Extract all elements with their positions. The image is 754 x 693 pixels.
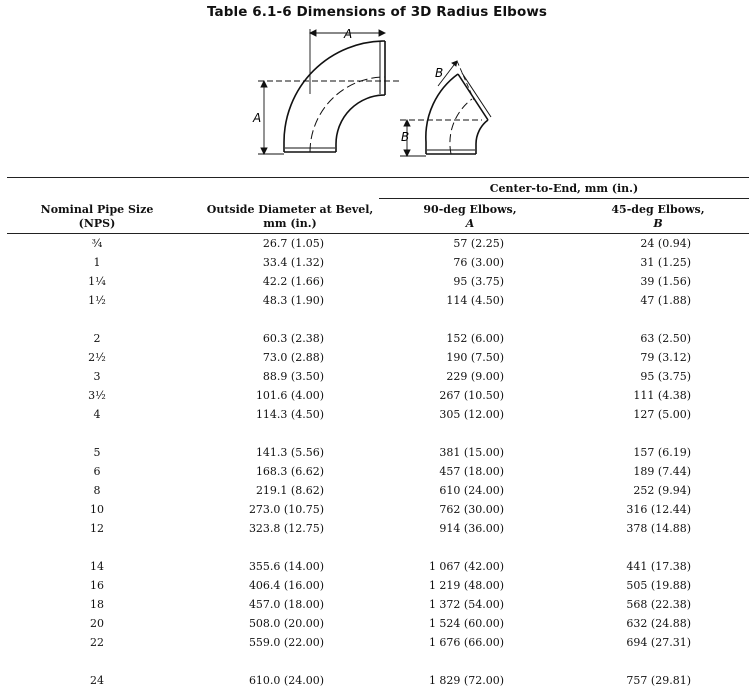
cell-45: 111 (4.38) [633,389,691,402]
table-top-rule [7,177,749,178]
header-nps-line2: (NPS) [78,217,116,230]
cell-od: 42.2 (1.66) [262,275,324,288]
header-nps-line1: Nominal Pipe Size [40,203,154,216]
cell-90: 1 676 (66.00) [428,636,504,649]
cell-nps: 1 [93,256,101,269]
header-90-line2: A [465,217,475,230]
cell-90: 381 (15.00) [439,446,504,459]
table-row [0,595,754,614]
cell-45: 252 (9.94) [633,484,691,497]
header-od-line2: mm (in.) [263,217,317,230]
table-row [0,367,754,386]
header-90-deg [385,203,555,231]
cell-od: 73.0 (2.88) [262,351,324,364]
dimension-a-lines [258,29,400,154]
cell-od: 114.3 (4.50) [255,408,324,421]
cell-45: 505 (19.88) [626,579,691,592]
cell-nps: 14 [90,560,104,573]
table-row [0,272,754,291]
cell-nps: 3¹⁄₂ [88,389,106,402]
cell-nps: 16 [90,579,104,592]
cell-90: 762 (30.00) [439,503,504,516]
cell-nps: 18 [90,598,104,611]
elbow-90-drawing [284,41,385,152]
cell-od: 508.0 (20.00) [248,617,324,630]
cell-od: 60.3 (2.38) [262,332,324,345]
cell-90: 305 (12.00) [439,408,504,421]
cell-90: 229 (9.00) [446,370,504,383]
cell-od: 559.0 (22.00) [248,636,324,649]
cell-45: 95 (3.75) [640,370,691,383]
cell-45: 378 (14.88) [626,522,691,535]
table-title: Table 6.1-6 Dimensions of 3D Radius Elbows [206,4,548,20]
cell-90: 152 (6.00) [446,332,504,345]
cell-45: 31 (1.25) [640,256,691,269]
dimension-b-side-label: B [401,130,410,144]
cell-nps: 2 [93,332,101,345]
cell-45: 568 (22.38) [626,598,691,611]
cell-od: 219.1 (8.62) [255,484,324,497]
table-row [0,386,754,405]
cell-nps: 10 [90,503,104,516]
cell-od: 48.3 (1.90) [262,294,324,307]
elbow-45-drawing [426,73,491,154]
cell-od: 406.4 (16.00) [248,579,324,592]
cell-nps: ³⁄₄ [91,237,103,250]
cell-od: 323.8 (12.75) [248,522,324,535]
cell-90: 76 (3.00) [453,256,504,269]
cell-nps: 1¹⁄₄ [88,275,106,288]
dimension-a-top-label: A [344,27,353,41]
cell-od: 457.0 (18.00) [248,598,324,611]
cell-45: 189 (7.44) [633,465,691,478]
table-row [0,633,754,652]
cell-od: 141.3 (5.56) [255,446,324,459]
cell-nps: 6 [93,465,101,478]
cell-90: 1 524 (60.00) [428,617,504,630]
table-row [0,462,754,481]
table-row [0,291,754,310]
cell-45: 63 (2.50) [640,332,691,345]
table-row [0,348,754,367]
cell-90: 610 (24.00) [439,484,504,497]
cell-90: 1 372 (54.00) [428,598,504,611]
table-row [0,443,754,462]
header-od-line1: Outside Diameter at Bevel, [206,203,374,216]
cell-nps: 4 [93,408,101,421]
cell-45: 157 (6.19) [633,446,691,459]
cell-90: 914 (36.00) [439,522,504,535]
table-row [0,671,754,690]
cell-45: 694 (27.31) [626,636,691,649]
cell-45: 24 (0.94) [640,237,691,250]
header-90-line1: 90-deg Elbows, [423,203,517,216]
elbow-diagram [250,24,510,164]
cell-od: 101.6 (4.00) [255,389,324,402]
cell-od: 610.0 (24.00) [248,674,324,687]
cell-45: 127 (5.00) [633,408,691,421]
header-45-line2: B [653,217,663,230]
cell-od: 273.0 (10.75) [248,503,324,516]
cell-45: 47 (1.88) [640,294,691,307]
cell-90: 114 (4.50) [446,294,504,307]
dimension-b-top-label: B [435,66,444,80]
cell-90: 1 829 (72.00) [428,674,504,687]
cell-od: 26.7 (1.05) [262,237,324,250]
table-row [0,557,754,576]
cell-nps: 1¹⁄₂ [88,294,106,307]
header-center-to-end: Center-to-End, mm (in.) [489,182,639,195]
cell-nps: 3 [93,370,101,383]
table-row [0,234,754,253]
table-row [0,329,754,348]
cell-90: 267 (10.50) [439,389,504,402]
header-outside-diameter [190,203,390,231]
table-row [0,576,754,595]
table-row [0,481,754,500]
cell-45: 441 (17.38) [626,560,691,573]
table-row [0,519,754,538]
header-group-rule [379,198,749,199]
cell-nps: 2¹⁄₂ [88,351,106,364]
cell-nps: 22 [90,636,104,649]
cell-45: 79 (3.12) [640,351,691,364]
cell-45: 757 (29.81) [626,674,691,687]
cell-nps: 20 [90,617,104,630]
cell-45: 632 (24.88) [626,617,691,630]
cell-od: 33.4 (1.32) [262,256,324,269]
header-45-line1: 45-deg Elbows, [611,203,705,216]
cell-nps: 8 [93,484,101,497]
cell-45: 39 (1.56) [640,275,691,288]
cell-90: 57 (2.25) [453,237,504,250]
cell-45: 316 (12.44) [626,503,691,516]
table-row [0,253,754,272]
cell-od: 88.9 (3.50) [262,370,324,383]
cell-od: 168.3 (6.62) [255,465,324,478]
table-row [0,405,754,424]
header-45-deg [573,203,743,231]
cell-90: 95 (3.75) [453,275,504,288]
table-row [0,500,754,519]
header-nps [17,203,177,231]
dimension-a-side-label: A [253,111,262,125]
cell-90: 1 219 (48.00) [428,579,504,592]
cell-od: 355.6 (14.00) [248,560,324,573]
cell-90: 1 067 (42.00) [428,560,504,573]
cell-90: 190 (7.50) [446,351,504,364]
cell-nps: 5 [93,446,101,459]
cell-nps: 24 [90,674,104,687]
cell-nps: 12 [90,522,104,535]
cell-90: 457 (18.00) [439,465,504,478]
table-row [0,614,754,633]
